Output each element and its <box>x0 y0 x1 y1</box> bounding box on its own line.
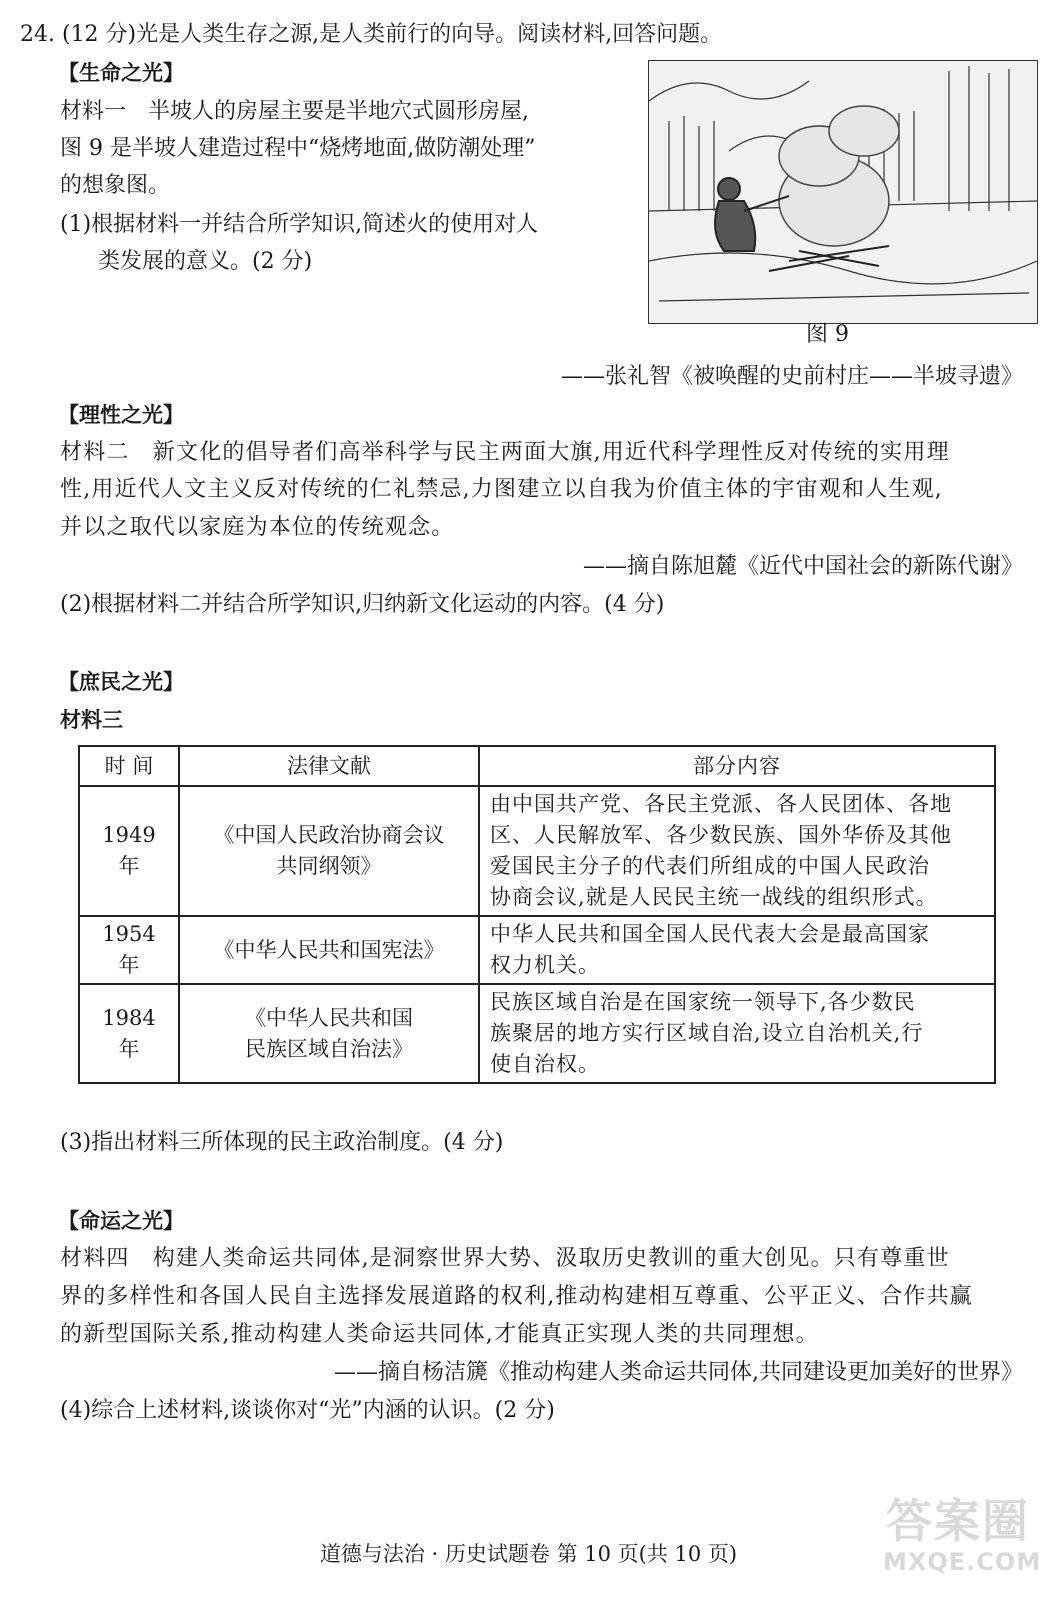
section-heading-people: 【庶民之光】 <box>58 670 184 694</box>
document-line: 《中华人民共和国 <box>245 1005 413 1030</box>
watermark-logo <box>883 1494 1042 1582</box>
figure-banpo-illustration <box>648 60 1038 324</box>
banpo-sketch-image <box>649 61 1037 323</box>
content-line: 区、人民解放军、各少数民族、国外华侨及其他 <box>490 823 952 847</box>
source-citation: ——摘自杨洁篪《推动构建人类命运共同体,共同建设更加美好的世界》 <box>334 1360 1023 1385</box>
table-row <box>79 984 995 1083</box>
document-line: 《中国人民政治协商会议 <box>213 823 445 847</box>
content-line: 权力机关。 <box>490 953 600 977</box>
content-line: 爱国民主分子的代表们所组成的中国人民政治 <box>490 854 930 878</box>
watermark-logo-domain: MXQE.COM <box>883 1548 1042 1576</box>
table-cell-document <box>179 984 479 1083</box>
law-documents-table <box>78 745 996 1084</box>
table-cell-document <box>179 916 479 984</box>
table-header-content: 部分内容 <box>479 746 995 786</box>
figure-caption: 图 9 <box>806 322 849 347</box>
document-line: 民族区域自治法》 <box>245 1036 413 1061</box>
section-heading-destiny: 【命运之光】 <box>58 1209 184 1233</box>
content-line: 由中国共产党、各民主党派、各人民团体、各地 <box>490 792 952 816</box>
material-line: 材料一 半坡人的房屋主要是半地穴式圆形房屋, <box>60 99 529 124</box>
content-line: 中华人民共和国全国人民代表大会是最高国家 <box>490 922 930 946</box>
document-line: 《中华人民共和国宪法》 <box>213 937 445 962</box>
content-line: 协商会议,就是人民民主统一战线的组织形式。 <box>490 885 938 909</box>
question-header: 24. (12 分)光是人类生存之源,是人类前行的向导。阅读材料,回答问题。 <box>20 22 723 47</box>
material-line: 性,用近代人文主义反对传统的仁礼禁忌,力图建立以自我为价值主体的宇宙观和人生观, <box>60 477 943 502</box>
material-line: 并以之取代以家庭为本位的传统观念。 <box>60 515 455 540</box>
table-cell-year: 1954 年 <box>79 916 179 984</box>
section-heading-reason: 【理性之光】 <box>58 403 184 427</box>
material-line: 材料二 新文化的倡导者们高举科学与民主两面大旗,用近代科学理性反对传统的实用理 <box>60 440 950 465</box>
section-heading-life: 【生命之光】 <box>58 61 184 85</box>
content-line: 族聚居的地方实行区域自治,设立自治机关,行 <box>490 1021 924 1045</box>
document-line: 共同纲领》 <box>276 854 382 878</box>
table-row <box>79 786 995 916</box>
table-cell-content <box>479 984 995 1083</box>
table-cell-content <box>479 786 995 916</box>
table-header-document: 法律文献 <box>179 746 479 786</box>
question-line: (2)根据材料二并结合所学知识,归纳新文化运动的内容。(4 分) <box>60 592 665 617</box>
table-cell-year: 1949 年 <box>79 786 179 916</box>
question-line: (3)指出材料三所体现的民主政治制度。(4 分) <box>60 1130 504 1155</box>
table-header-row <box>79 746 995 786</box>
source-citation: ——张礼智《被唤醒的史前村庄——半坡寻遗》 <box>560 364 1023 389</box>
question-line: 类发展的意义。(2 分) <box>98 249 313 274</box>
material-line: 图 9 是半坡人建造过程中“烧烤地面,做防潮处理” <box>60 136 536 161</box>
page-footer: 道德与法治 · 历史试题卷 第 10 页(共 10 页) <box>319 1542 738 1566</box>
content-line: 民族区域自治是在国家统一领导下,各少数民 <box>490 990 916 1014</box>
table-cell-year: 1984 年 <box>79 984 179 1083</box>
material-label: 材料三 <box>60 708 123 732</box>
table-cell-document <box>179 786 479 916</box>
material-line: 材料四 构建人类命运共同体,是洞察世界大势、汲取历史教训的重大创见。只有尊重世 <box>60 1246 950 1271</box>
material-line: 的想象图。 <box>60 173 171 198</box>
content-line: 使自治权。 <box>490 1052 600 1076</box>
table-row <box>79 916 995 984</box>
watermark-logo-text: 答案圈 <box>886 1494 1030 1548</box>
material-line: 界的多样性和各国人民自主选择发展道路的权利,推动构建相互尊重、公平正义、合作共赢 <box>60 1284 973 1309</box>
question-line: (1)根据材料一并结合所学知识,简述火的使用对人 <box>60 212 539 237</box>
source-citation: ——摘自陈旭麓《近代中国社会的新陈代谢》 <box>582 554 1023 579</box>
question-line: (4)综合上述材料,谈谈你对“光”内涵的认识。(2 分) <box>60 1398 555 1423</box>
table-header-time: 时 间 <box>79 746 179 786</box>
table-cell-content <box>479 916 995 984</box>
material-line: 的新型国际关系,推动构建人类命运共同体,才能真正实现人类的共同理想。 <box>60 1322 819 1347</box>
